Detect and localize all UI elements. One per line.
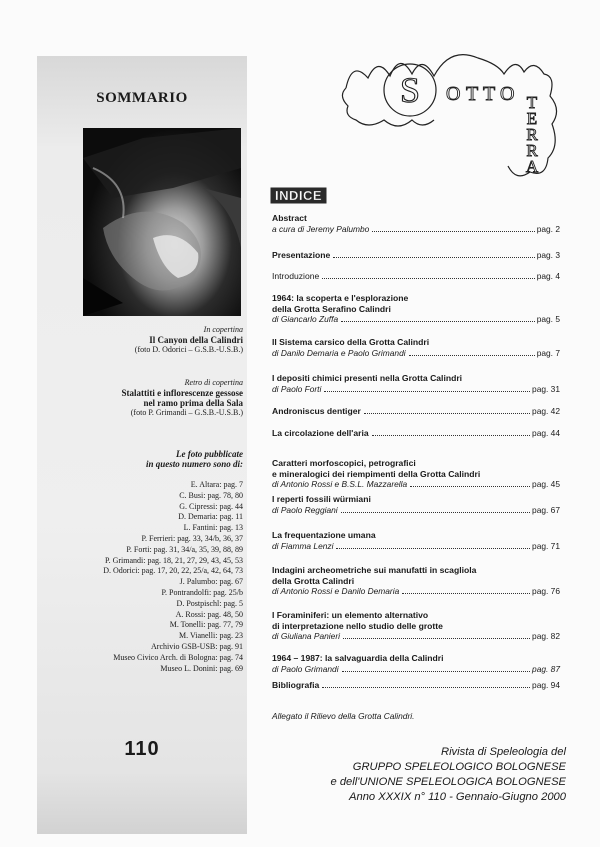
toc-leader-dots bbox=[372, 231, 534, 232]
toc-title: Bibliografia bbox=[272, 680, 320, 690]
toc-page-number: pag. 76 bbox=[532, 586, 560, 596]
toc-leader-dots bbox=[410, 486, 530, 487]
logo-terra-e: E bbox=[526, 109, 538, 128]
toc-entry[interactable] bbox=[272, 428, 560, 439]
toc-page-number: pag. 4 bbox=[536, 271, 560, 281]
toc-leader-dots bbox=[336, 548, 530, 549]
photo-credit-item: E. Altara: pag. 7 bbox=[190, 480, 243, 489]
retro-title-line-2: nel ramo prima della Sala bbox=[143, 398, 243, 408]
toc-entry[interactable] bbox=[272, 271, 560, 282]
toc-entry[interactable] bbox=[272, 293, 560, 325]
toc-entry[interactable] bbox=[272, 373, 560, 394]
toc-title: 1964: la scoperta e l'esplorazione bbox=[272, 293, 409, 303]
toc-entry[interactable] bbox=[272, 458, 560, 490]
toc-leader-dots bbox=[343, 638, 530, 639]
photo-credits-heading bbox=[43, 449, 243, 469]
toc-page-number: pag. 94 bbox=[532, 680, 560, 690]
toc-page-number: pag. 82 bbox=[532, 631, 560, 641]
toc-title: Indagini archeometriche sui manufatti in scagliola bbox=[272, 565, 477, 575]
toc-title: Il Sistema carsico della Grotta Calindri bbox=[272, 337, 430, 347]
photo-credit-item: D. Odorici: pag. 17, 20, 22, 25/a, 42, 64, 73 bbox=[103, 566, 243, 576]
photo-credit-item: J. Palumbo: pag. 67 bbox=[179, 577, 243, 587]
photo-credit-item: G. Cipressi: pag. 44 bbox=[179, 501, 243, 511]
toc-leader-dots bbox=[322, 687, 530, 688]
toc-author: di Fiamma Lenzi bbox=[272, 540, 334, 551]
toc-author: di Paolo Reggiani bbox=[272, 504, 338, 515]
photo-credit-item: L. Fantini: pag. 13 bbox=[183, 523, 243, 533]
allegato-note: Allegato il Rilievo della Grotta Calindri. bbox=[272, 711, 415, 721]
toc-leader-dots bbox=[341, 512, 530, 513]
toc-leader-dots bbox=[364, 413, 530, 414]
copertina-title: Il Canyon della Calindri bbox=[149, 335, 243, 345]
toc-page-number: pag. 42 bbox=[532, 406, 560, 416]
toc-title: Abstract bbox=[272, 213, 307, 223]
photo-credit-item: D. Postpischl: pag. 5 bbox=[176, 598, 243, 608]
retro-label: Retro di copertina bbox=[184, 378, 243, 387]
cover-photo bbox=[83, 128, 241, 316]
rivista-line-4: Anno XXXIX n° 110 - Gennaio-Giugno 2000 bbox=[349, 791, 566, 803]
toc-title-line-2: della Grotta Calindri bbox=[272, 575, 355, 586]
rivista-colophon bbox=[282, 745, 566, 805]
toc-author: di Danilo Demaria e Paolo Grimandi bbox=[272, 347, 406, 358]
toc-page-number: pag. 71 bbox=[532, 540, 560, 551]
logo-letter-s: S bbox=[399, 70, 421, 110]
toc-author: a cura di Jeremy Palumbo bbox=[272, 223, 370, 234]
photo-credit-item: M. Vianelli: pag. 23 bbox=[178, 631, 243, 641]
sotto-terra-logo bbox=[338, 50, 562, 180]
toc-page-number: pag. 3 bbox=[536, 250, 560, 260]
photo-credit-item: C. Busi: pag. 78, 80 bbox=[179, 490, 243, 500]
logo-terra-t: T bbox=[526, 93, 538, 112]
foto-label-line-2: in questo numero sono di: bbox=[145, 459, 243, 469]
rivista-line-2: GRUPPO SPELEOLOGICO BOLOGNESE bbox=[352, 761, 566, 773]
photo-credit-item: Museo L. Donini: pag. 69 bbox=[160, 663, 243, 673]
toc-page-number: pag. 5 bbox=[536, 314, 560, 324]
toc-author: di Antonio Rossi e B.S.L. Mazzarella bbox=[272, 479, 408, 489]
toc-page-number: pag. 67 bbox=[532, 504, 560, 515]
photo-credit-item: D. Demaria: pag. 11 bbox=[178, 512, 243, 522]
foto-label-line-1: Le foto pubblicate bbox=[176, 449, 243, 459]
toc-entry[interactable] bbox=[272, 565, 560, 597]
rivista-line-3: e dell'UNIONE SPELEOLOGICA BOLOGNESE bbox=[330, 776, 566, 788]
toc-leader-dots bbox=[333, 257, 534, 258]
retro-credit: (foto P. Grimandi – G.S.B.-U.S.B.) bbox=[130, 408, 243, 417]
toc-author: di Paolo Grimandi bbox=[272, 663, 339, 674]
photo-credit-item: P. Ferrieri: pag. 33, 34/b, 36, 37 bbox=[141, 533, 243, 543]
rivista-line-1: Rivista di Speleologia del bbox=[440, 746, 566, 758]
toc-title: Presentazione bbox=[272, 250, 331, 260]
toc-author: di Paolo Forti bbox=[272, 383, 322, 394]
sommario-title: SOMMARIO bbox=[96, 90, 188, 106]
toc-author: di Antonio Rossi e Danilo Demaria bbox=[272, 586, 400, 596]
toc-page-number: pag. 44 bbox=[532, 428, 560, 438]
toc-leader-dots bbox=[324, 391, 530, 392]
copertina-credit: (foto D. Odorici – G.S.B.-U.S.B.) bbox=[134, 345, 243, 354]
toc-author: di Giancarlo Zuffa bbox=[272, 314, 339, 324]
toc-title: 1964 – 1987: la salvaguardia della Calindri bbox=[272, 653, 444, 663]
indice-heading bbox=[270, 187, 327, 204]
toc-entry[interactable] bbox=[272, 680, 560, 691]
toc-title: I Foraminiferi: un elemento alternativo bbox=[272, 610, 429, 620]
toc-leader-dots bbox=[372, 435, 530, 436]
toc-page-number: pag. 7 bbox=[536, 347, 560, 358]
logo-letter-o2: O bbox=[500, 83, 515, 105]
photo-credit-item: A. Rossi: pag. 48, 50 bbox=[175, 609, 243, 619]
toc-entry[interactable] bbox=[272, 653, 560, 674]
toc-entry[interactable] bbox=[272, 250, 560, 261]
toc-title: Introduzione bbox=[272, 271, 320, 281]
photo-credits-list bbox=[43, 480, 243, 674]
toc-title: Androniscus dentiger bbox=[272, 406, 361, 416]
toc-title: La frequentazione umana bbox=[272, 530, 376, 540]
photo-credit-item: P. Pontrandolfi: pag. 25/b bbox=[161, 587, 243, 597]
logo-terra-r2: R bbox=[526, 141, 538, 160]
photo-credit-item: Museo Civico Arch. di Bologna: pag. 74 bbox=[113, 652, 243, 662]
toc-leader-dots bbox=[342, 671, 530, 672]
toc-page-number: pag. 2 bbox=[536, 223, 560, 234]
toc-title-line-2: di interpretazione nello studio delle grotte bbox=[272, 620, 443, 631]
photo-credit-item: M. Tonelli: pag. 77, 79 bbox=[169, 620, 243, 630]
issue-number: 110 bbox=[124, 738, 160, 760]
toc-author: di Giuliana Panieri bbox=[272, 631, 340, 641]
logo-terra-a: A bbox=[525, 157, 539, 176]
toc-title-line-2: della Grotta Serafino Calindri bbox=[272, 303, 391, 314]
toc-page-number: pag. 45 bbox=[532, 479, 560, 489]
toc-entry[interactable] bbox=[272, 494, 560, 515]
toc-leader-dots bbox=[322, 278, 534, 279]
photo-credit-item: P. Grimandi: pag. 18, 21, 27, 29, 43, 45, 53 bbox=[105, 555, 243, 565]
toc-page-number: pag. 87 bbox=[532, 663, 560, 674]
toc-leader-dots bbox=[409, 355, 535, 356]
toc-leader-dots bbox=[402, 593, 530, 594]
cover-caption bbox=[43, 325, 243, 355]
toc-page-number: pag. 31 bbox=[532, 383, 560, 394]
photo-credit-item: Archivio GSB-USB: pag. 91 bbox=[151, 641, 243, 651]
back-cover-caption bbox=[43, 378, 243, 418]
logo-letter-o: O bbox=[446, 83, 461, 105]
toc-entry[interactable] bbox=[272, 610, 560, 642]
toc-entry[interactable] bbox=[272, 406, 560, 417]
logo-letter-t1: T bbox=[466, 83, 479, 105]
toc-title-line-2: e mineralogici dei riempimenti della Grotta Calindri bbox=[272, 468, 481, 479]
toc-entry[interactable] bbox=[272, 337, 560, 358]
copertina-label: In copertina bbox=[203, 325, 243, 334]
toc-title: I reperti fossili würmiani bbox=[272, 494, 371, 504]
toc-entry[interactable] bbox=[272, 213, 560, 234]
indice-heading-text: INDICE bbox=[274, 188, 323, 203]
toc-entry[interactable] bbox=[272, 530, 560, 551]
logo-letter-t2: T bbox=[483, 83, 496, 105]
sommario-column bbox=[37, 56, 247, 834]
toc-title: I depositi chimici presenti nella Grotta Calindri bbox=[272, 373, 463, 383]
photo-credit-item: P. Forti: pag. 31, 34/a, 35, 39, 88, 89 bbox=[126, 544, 243, 554]
retro-title-line-1: Stalattiti e inflorescenze gessose bbox=[121, 388, 243, 398]
toc-title: Caratteri morfoscopici, petrografici bbox=[272, 458, 416, 468]
toc-leader-dots bbox=[341, 321, 535, 322]
logo-terra-r1: R bbox=[526, 125, 538, 144]
toc-title: La circolazione dell'aria bbox=[272, 428, 369, 438]
